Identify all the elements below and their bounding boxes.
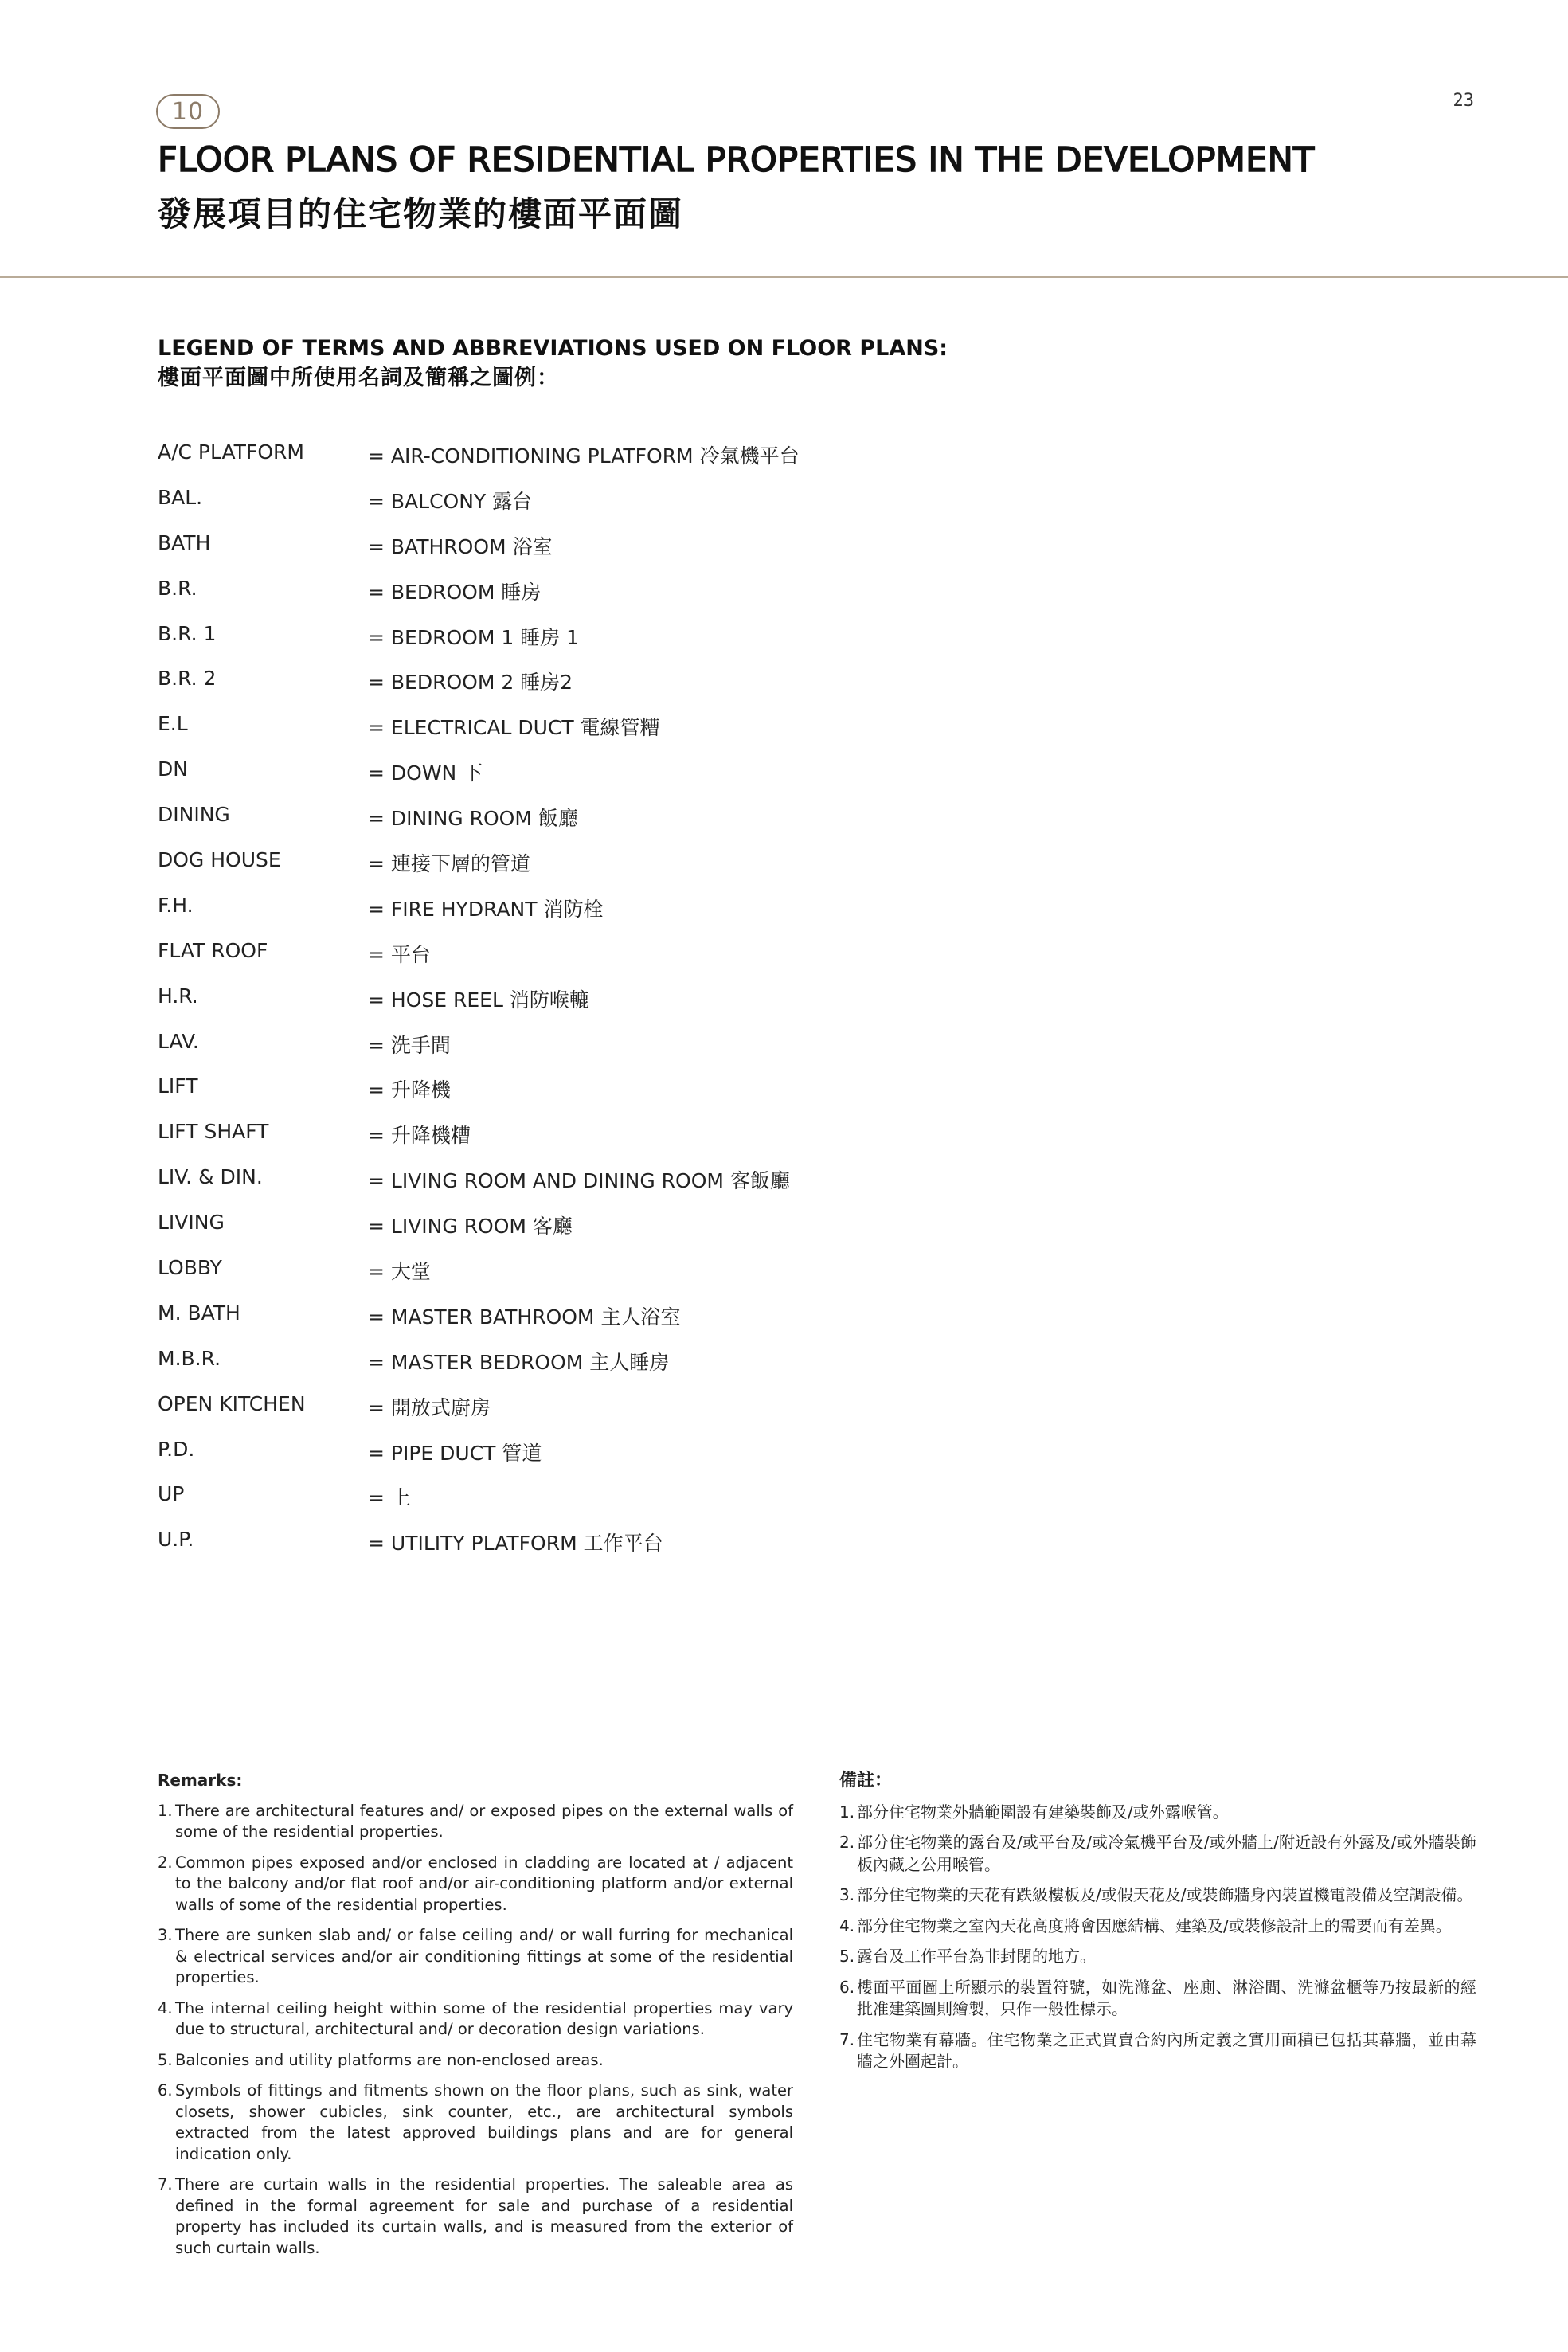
legend-term: BATH (158, 530, 211, 554)
legend-definition: = 洗手間 (368, 1033, 451, 1057)
legend-row (158, 622, 1034, 667)
remark-number: 2. (839, 1833, 855, 1852)
remark-item (158, 1998, 793, 2041)
remarks-zh (839, 1770, 1476, 2082)
remark-text: 樓面平面圖上所顯示的裝置符號，如洗滌盆、座廁、淋浴間、洗滌盆櫃等乃按最新的經批准建築圖則繪製，只作一般性標示。 (857, 1977, 1476, 2018)
legend-term: LIVING (158, 1211, 225, 1235)
legend-term: DINING (158, 803, 230, 827)
legend-definition: = LIVING ROOM AND DINING ROOM 客飯廳 (368, 1169, 790, 1193)
legend-term: F.H. (158, 893, 194, 917)
legend-row (158, 984, 1034, 1030)
remark-item (839, 1884, 1476, 1907)
legend-definition: = LIVING ROOM 客廳 (368, 1215, 573, 1239)
remark-text: There are curtain walls in the residential properties. The saleable area as defined in the formal agreement for sale and purchase of a residential property has included its curtain walls, and is measured from the exterior of such curtain walls. (175, 2175, 793, 2257)
section-number: 10 (171, 97, 205, 126)
legend-term: OPEN KITCHEN (158, 1391, 306, 1415)
legend-definition: = 開放式廚房 (368, 1395, 491, 1419)
legend-row (158, 1528, 1034, 1573)
section-number-badge (156, 94, 220, 129)
remarks-zh-list (839, 1802, 1476, 2073)
legend-row (158, 894, 1034, 939)
page-title-zh: 發展項目的住宅物業的樓面平面圖 (158, 194, 684, 233)
legend-term: M. BATH (158, 1301, 240, 1325)
remark-number: 3. (839, 1885, 855, 1904)
legend-term: UP (158, 1482, 185, 1506)
page-number: 23 (1453, 91, 1474, 111)
remark-text: 部分住宅物業的天花有跌級樓板及/或假天花及/或裝飾牆身內裝置機電設備及空調設備。 (857, 1885, 1473, 1904)
remarks-zh-title: 備註： (839, 1771, 893, 1790)
remark-text: 住宅物業有幕牆。住宅物業之正式買賣合約內所定義之實用面積已包括其幕牆，並由幕牆之外圍起計。 (857, 2029, 1476, 2071)
legend-term: U.P. (158, 1528, 194, 1552)
remark-item (839, 1977, 1476, 2021)
remark-text: There are sunken slab and/ or false ceiling and/ or wall furring for mechanical & electrical services and/or air conditioning fittings at some of the residential properties. (175, 1926, 793, 1986)
remark-number: 6. (158, 2081, 173, 2100)
remark-item (839, 1832, 1476, 1876)
remark-text: Common pipes exposed and/or enclosed in cladding are located at / adjacent to the balcony and/or flat roof and/or air-conditioning platform and/or external walls of some of the residential properties. (175, 1853, 793, 1914)
legend-definition: = UTILITY PLATFORM 工作平台 (368, 1532, 663, 1556)
page-title-en: FLOOR PLANS OF RESIDENTIAL PROPERTIES IN THE DEVELOPMENT (158, 140, 1315, 180)
legend-definition: = MASTER BATHROOM 主人浴室 (368, 1305, 681, 1329)
remark-number: 5. (839, 1947, 855, 1966)
legend-definition: = BALCONY 露台 (368, 489, 533, 513)
legend-row (158, 486, 1034, 531)
legend-row (158, 667, 1034, 712)
remark-text: Balconies and utility platforms are non-enclosed areas. (175, 2050, 604, 2069)
legend-definition: = DINING ROOM 飯廳 (368, 807, 578, 831)
remark-number: 6. (839, 1977, 855, 1997)
remark-item (839, 1916, 1476, 1938)
remark-item (158, 2080, 793, 2165)
legend-definition: = 升降機糟 (368, 1124, 471, 1148)
legend-row (158, 1392, 1034, 1438)
remark-text: 部分住宅物業之室內天花高度將會因應結構、建築及/或裝修設計上的需要而有差異。 (857, 1916, 1452, 1935)
legend-row (158, 1438, 1034, 1483)
legend-term: H.R. (158, 984, 198, 1008)
legend-row (158, 1211, 1034, 1256)
legend-definition: = 連接下層的管道 (368, 852, 530, 876)
legend-term: B.R. 2 (158, 667, 217, 691)
legend-term: A/C PLATFORM (158, 440, 304, 464)
legend-term: FLAT ROOF (158, 938, 268, 962)
legend-term: DOG HOUSE (158, 848, 281, 872)
remark-number: 7. (839, 2029, 855, 2049)
legend-term: LOBBY (158, 1256, 222, 1280)
legend-definition: = BEDROOM 2 睡房2 (368, 671, 573, 695)
legend-definition: = HOSE REEL 消防喉轆 (368, 988, 589, 1012)
legend-row (158, 1256, 1034, 1301)
legend-term: DN (158, 757, 188, 781)
remark-text: There are architectural features and/ or exposed pipes on the external walls of some of the residential properties. (175, 1801, 793, 1841)
remark-item (158, 1853, 793, 1916)
legend-row (158, 803, 1034, 848)
legend-heading (158, 335, 948, 393)
remark-text: Symbols of fittings and fitments shown on the floor plans, such as sink, water closets, shower cubicles, sink counter, etc., are architectural symbols extracted from the latest approved buildings plans and are for general indication only. (175, 2081, 793, 2163)
remark-item (839, 1946, 1476, 1968)
legend-definition: = 上 (368, 1486, 411, 1510)
legend-definition: = PIPE DUCT 管道 (368, 1441, 542, 1465)
remark-text: 部分住宅物業的露台及/或平台及/或冷氣機平台及/或外牆上/附近設有外露及/或外牆裝飾板內藏之公用喉管。 (857, 1833, 1476, 1874)
legend-heading-zh: 樓面平面圖中所使用名詞及簡稱之圖例： (158, 366, 559, 390)
legend-row (158, 848, 1034, 894)
legend-definition: = MASTER BEDROOM 主人睡房 (368, 1350, 670, 1374)
remark-number: 7. (158, 2175, 173, 2194)
legend-term: LAV. (158, 1029, 199, 1053)
legend-row (158, 1482, 1034, 1528)
legend-term: BAL. (158, 485, 203, 509)
legend-row (158, 757, 1034, 803)
legend-term: B.R. 1 (158, 621, 217, 645)
legend-definition: = 平台 (368, 942, 431, 966)
remarks-en-title: Remarks: (158, 1771, 243, 1790)
legend-term: B.R. (158, 576, 197, 600)
remark-item (158, 1801, 793, 1843)
remark-number: 4. (158, 1998, 173, 2017)
remarks-en-list (158, 1801, 793, 2260)
legend-definition: = DOWN 下 (368, 761, 483, 785)
legend-list (158, 440, 1034, 1573)
legend-term: LIV. & DIN. (158, 1165, 263, 1189)
remark-number: 1. (839, 1802, 855, 1822)
legend-row (158, 531, 1034, 577)
legend-definition: = 大堂 (368, 1260, 431, 1284)
legend-row (158, 1165, 1034, 1211)
legend-row (158, 577, 1034, 622)
legend-term: P.D. (158, 1437, 195, 1461)
remark-item (839, 2029, 1476, 2073)
legend-heading-en: LEGEND OF TERMS AND ABBREVIATIONS USED ON FLOOR PLANS: (158, 336, 948, 361)
header-divider (0, 276, 1568, 278)
legend-row (158, 1074, 1034, 1120)
remark-number: 3. (158, 1926, 173, 1944)
legend-term: E.L (158, 712, 188, 736)
legend-term: LIFT SHAFT (158, 1120, 269, 1144)
legend-row (158, 1120, 1034, 1165)
legend-definition: = FIRE HYDRANT 消防栓 (368, 897, 604, 921)
legend-definition: = BEDROOM 1 睡房 1 (368, 625, 580, 649)
remarks-en (158, 1770, 793, 2268)
remark-number: 1. (158, 1801, 173, 1820)
remark-item (839, 1802, 1476, 1824)
legend-row (158, 440, 1034, 486)
legend-definition: = BEDROOM 睡房 (368, 580, 542, 604)
remark-number: 5. (158, 2050, 173, 2069)
remark-text: The internal ceiling height within some of the residential properties may vary due to structural, architectural and/ or decoration design variations. (175, 1998, 793, 2038)
legend-row (158, 1030, 1034, 1075)
remark-text: 露台及工作平台為非封閉的地方。 (857, 1947, 1096, 1966)
remark-number: 2. (158, 1853, 173, 1872)
legend-definition: = AIR-CONDITIONING PLATFORM 冷氣機平台 (368, 444, 800, 468)
remark-text: 部分住宅物業外牆範圍設有建築裝飾及/或外露喉管。 (857, 1802, 1229, 1822)
legend-definition: = ELECTRICAL DUCT 電線管糟 (368, 716, 660, 740)
legend-definition: = BATHROOM 浴室 (368, 534, 553, 558)
legend-definition: = 升降機 (368, 1078, 451, 1102)
remark-number: 4. (839, 1916, 855, 1935)
legend-term: LIFT (158, 1074, 198, 1098)
legend-row (158, 1347, 1034, 1392)
legend-row (158, 1301, 1034, 1347)
remark-item (158, 1925, 793, 1989)
remark-item (158, 2174, 793, 2259)
remark-item (158, 2050, 793, 2072)
legend-term: M.B.R. (158, 1346, 221, 1370)
legend-row (158, 939, 1034, 984)
legend-row (158, 712, 1034, 757)
